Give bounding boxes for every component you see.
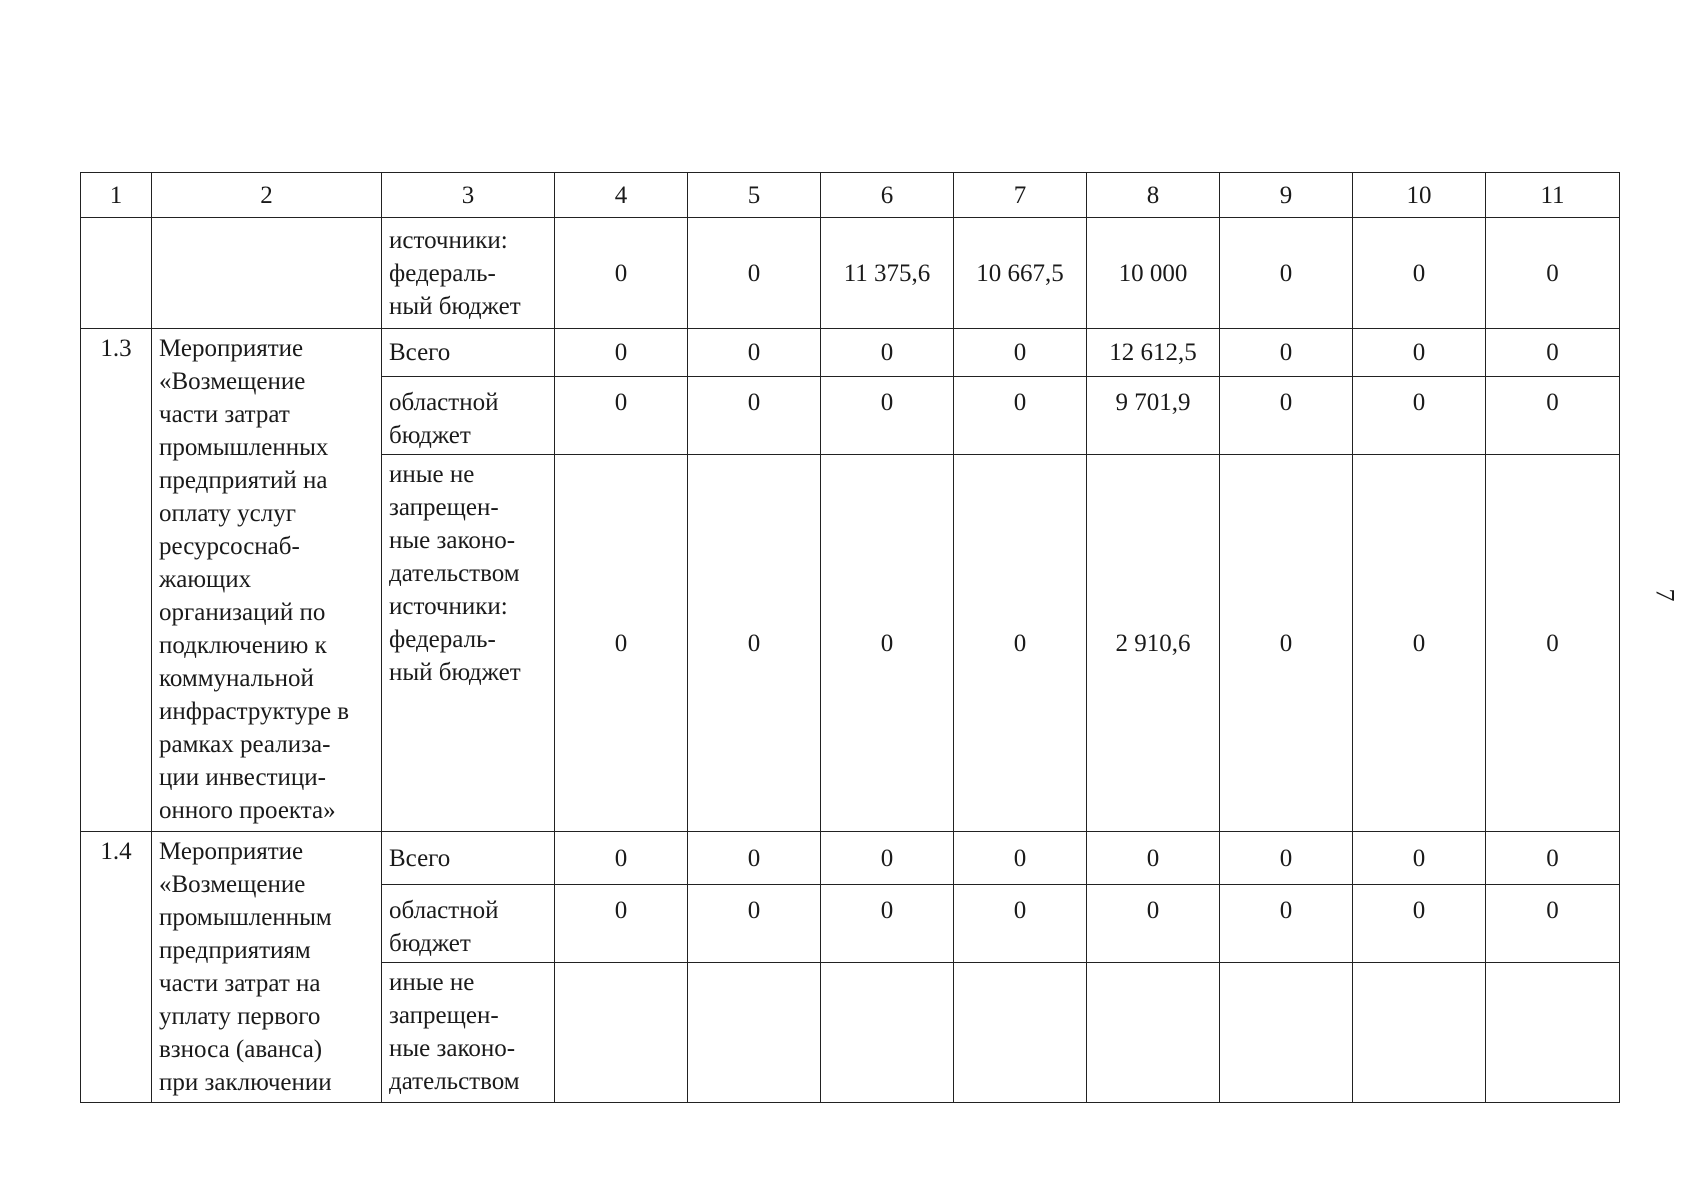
value-cell bbox=[1486, 963, 1620, 1103]
value-cell: 0 bbox=[1220, 329, 1353, 377]
value-cell: 0 bbox=[821, 455, 954, 832]
value-cell: 0 bbox=[1353, 329, 1486, 377]
value-cell: 0 bbox=[954, 832, 1087, 885]
value-cell bbox=[1087, 963, 1220, 1103]
measure-number: 1.3 bbox=[81, 329, 152, 832]
value-cell: 0 bbox=[954, 377, 1087, 455]
table-row bbox=[81, 329, 1620, 377]
row-label: областной бюджет bbox=[382, 377, 555, 455]
value-cell: 0 bbox=[1353, 455, 1486, 832]
header-cell: 3 bbox=[382, 173, 555, 218]
value-cell: 0 bbox=[1486, 377, 1620, 455]
value-cell: 0 bbox=[555, 455, 688, 832]
value-cell: 10 667,5 bbox=[954, 218, 1087, 329]
value-cell: 0 bbox=[821, 377, 954, 455]
value-cell: 0 bbox=[821, 885, 954, 963]
row-label: Всего bbox=[382, 832, 555, 885]
value-cell: 0 bbox=[555, 832, 688, 885]
value-cell: 0 bbox=[688, 377, 821, 455]
value-cell: 0 bbox=[954, 885, 1087, 963]
value-cell: 0 bbox=[555, 329, 688, 377]
table-row bbox=[81, 218, 1620, 329]
header-cell: 6 bbox=[821, 173, 954, 218]
value-cell: 0 bbox=[1353, 218, 1486, 329]
row-label: Всего bbox=[382, 329, 555, 377]
value-cell: 0 bbox=[954, 455, 1087, 832]
value-cell: 0 bbox=[1087, 885, 1220, 963]
measure-title: Мероприятие «Возмещение промышленным предприятиям части затрат на уплату первого взноса (аванса) при заключении bbox=[152, 832, 382, 1103]
value-cell: 0 bbox=[1220, 455, 1353, 832]
title-cell bbox=[152, 218, 382, 329]
value-cell bbox=[954, 963, 1087, 1103]
value-cell: 0 bbox=[688, 218, 821, 329]
header-cell: 4 bbox=[555, 173, 688, 218]
value-cell: 0 bbox=[555, 377, 688, 455]
header-cell: 1 bbox=[81, 173, 152, 218]
measure-number: 1.4 bbox=[81, 832, 152, 1103]
number-cell bbox=[81, 218, 152, 329]
value-cell: 0 bbox=[821, 832, 954, 885]
value-cell bbox=[555, 963, 688, 1103]
value-cell: 12 612,5 bbox=[1087, 329, 1220, 377]
value-cell bbox=[821, 963, 954, 1103]
value-cell: 0 bbox=[1087, 832, 1220, 885]
value-cell: 0 bbox=[688, 885, 821, 963]
value-cell: 0 bbox=[1353, 377, 1486, 455]
value-cell: 0 bbox=[1220, 377, 1353, 455]
value-cell: 0 bbox=[1220, 218, 1353, 329]
value-cell: 0 bbox=[1220, 832, 1353, 885]
header-cell: 8 bbox=[1087, 173, 1220, 218]
value-cell: 0 bbox=[954, 329, 1087, 377]
value-cell: 2 910,6 bbox=[1087, 455, 1220, 832]
value-cell: 0 bbox=[555, 218, 688, 329]
value-cell bbox=[688, 963, 821, 1103]
header-cell: 10 bbox=[1353, 173, 1486, 218]
source-cell: источники: федераль- ный бюджет bbox=[382, 218, 555, 329]
header-cell: 2 bbox=[152, 173, 382, 218]
value-cell: 0 bbox=[555, 885, 688, 963]
value-cell: 0 bbox=[1486, 329, 1620, 377]
row-label: иные не запрещен- ные законо- дательством bbox=[382, 963, 555, 1103]
row-label: областной бюджет bbox=[382, 885, 555, 963]
value-cell: 0 bbox=[688, 832, 821, 885]
header-cell: 7 bbox=[954, 173, 1087, 218]
page-number: 7 bbox=[1650, 588, 1680, 602]
value-cell: 10 000 bbox=[1087, 218, 1220, 329]
value-cell: 0 bbox=[1353, 885, 1486, 963]
budget-table bbox=[80, 172, 1620, 1103]
value-cell: 0 bbox=[1220, 885, 1353, 963]
table-row bbox=[81, 832, 1620, 885]
value-cell: 0 bbox=[1486, 455, 1620, 832]
value-cell: 0 bbox=[1353, 832, 1486, 885]
header-cell: 5 bbox=[688, 173, 821, 218]
value-cell: 9 701,9 bbox=[1087, 377, 1220, 455]
value-cell bbox=[1220, 963, 1353, 1103]
value-cell: 11 375,6 bbox=[821, 218, 954, 329]
value-cell: 0 bbox=[1486, 218, 1620, 329]
row-label: иные не запрещен- ные законо- дательством источники: федераль- ный бюджет bbox=[382, 455, 555, 832]
measure-title: Мероприятие «Возмещение части затрат промышленных предприятий на оплату услуг ресурсоснаб- жающих организаций по подключению к коммунальной инфраструктуре в рамках реализа- ции инвестици- онного проекта» bbox=[152, 329, 382, 832]
header-row bbox=[81, 173, 1620, 218]
value-cell: 0 bbox=[1486, 885, 1620, 963]
header-cell: 9 bbox=[1220, 173, 1353, 218]
value-cell: 0 bbox=[1486, 832, 1620, 885]
value-cell: 0 bbox=[688, 329, 821, 377]
header-cell: 11 bbox=[1486, 173, 1620, 218]
value-cell: 0 bbox=[688, 455, 821, 832]
value-cell: 0 bbox=[821, 329, 954, 377]
value-cell bbox=[1353, 963, 1486, 1103]
